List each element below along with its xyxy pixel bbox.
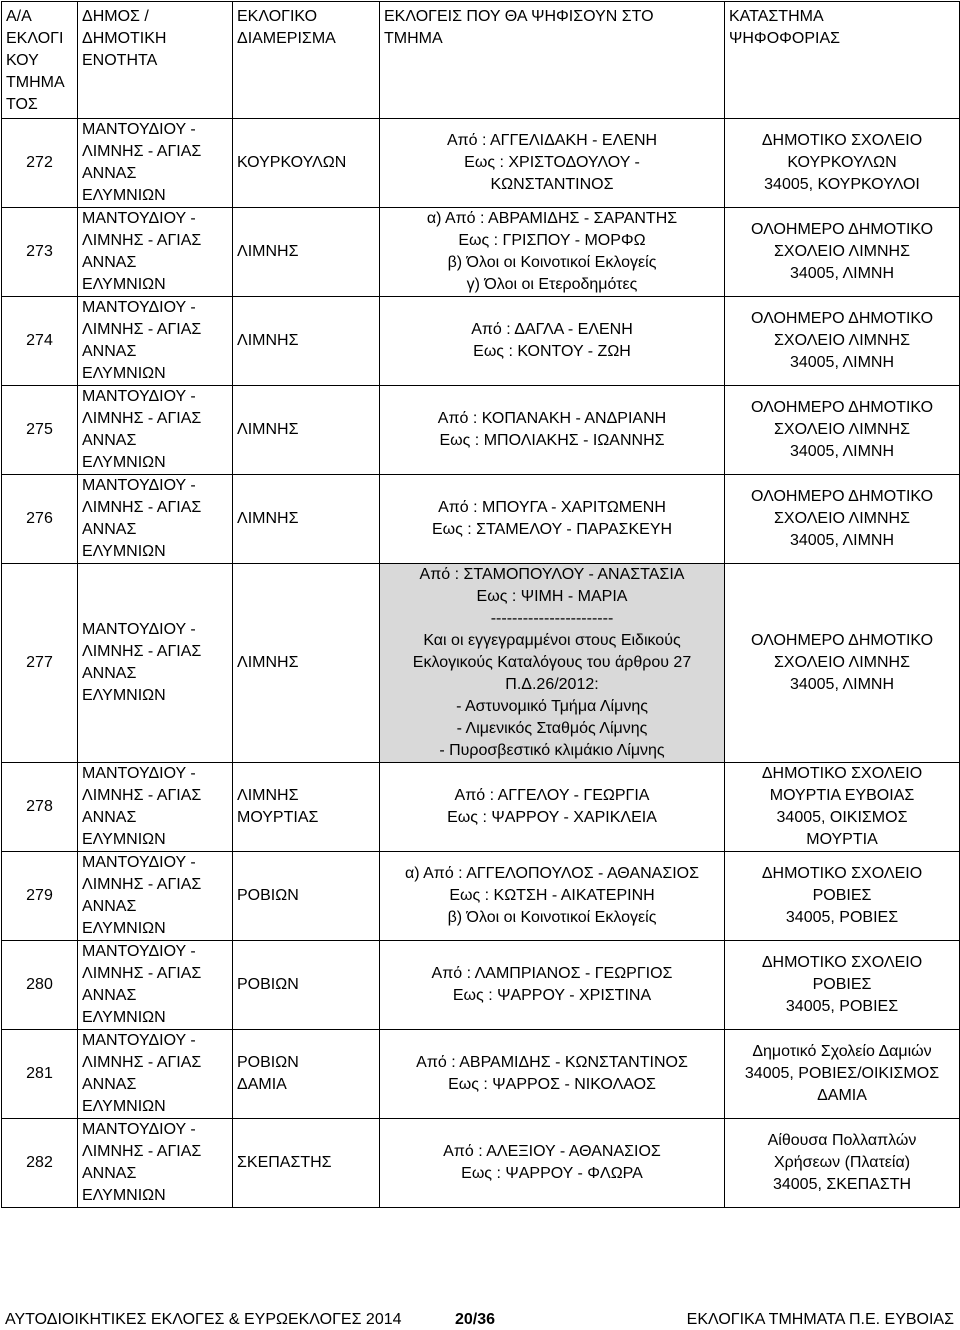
municipality-cell (78, 475, 233, 564)
table-row (2, 941, 960, 1030)
polling-place-cell-line: 34005, ΣΚΕΠΑΣΤΗ (772, 1176, 912, 1193)
voters-cell-line: - Αστυνομικό Τμήμα Λίμνης (456, 698, 648, 715)
voters-cell-line: Εως : ΚΩΤΣΗ - ΑΙΚΑΤΕΡΙΝΗ (449, 887, 655, 904)
voters-cell-line: Εως : ΨΙΜΗ - ΜΑΡΙΑ (476, 588, 628, 605)
district-cell (233, 941, 380, 1030)
municipality-cell-line: ΜΑΝΤΟΥΔΙΟΥ - (82, 388, 196, 405)
table-row (2, 852, 960, 941)
municipality-cell (78, 763, 233, 852)
header-polling-place: ΚΑΤΑΣΤΗΜΑ ΨΗΦΟΦΟΡΙΑΣ (725, 2, 960, 119)
district-cell (233, 475, 380, 564)
polling-place-cell-line: 34005, ΛΙΜΝΗ (789, 676, 895, 693)
voters-cell-line: Από : ΑΓΓΕΛΟΥ - ΓΕΩΡΓΙΑ (454, 787, 650, 804)
voters-cell-line: Από : ΑΓΓΕΛΙΔΑΚΗ - ΕΛΕΝΗ (446, 132, 658, 149)
polling-place-cell (725, 119, 960, 208)
municipality-cell-line: ΕΛΥΜΝΙΩΝ (82, 454, 166, 471)
polling-place-cell-line: 34005, ΡΟΒΙΕΣ (785, 909, 899, 926)
page-number: 20/36 (455, 1311, 496, 1328)
district-cell (233, 297, 380, 386)
municipality-cell-line: ΜΑΝΤΟΥΔΙΟΥ - (82, 477, 196, 494)
municipality-cell (78, 386, 233, 475)
polling-place-cell (725, 763, 960, 852)
municipality-cell-line: ΛΙΜΝΗΣ - ΑΓΙΑΣ (82, 787, 202, 804)
section-number: 282 (2, 1119, 78, 1208)
polling-place-cell-line: 34005, ΡΟΒΙΕΣ (785, 998, 899, 1015)
table-row (2, 297, 960, 386)
district-cell-line: ΛΙΜΝΗΣ (237, 510, 299, 527)
section-number: 274 (2, 297, 78, 386)
municipality-cell-line: ΜΑΝΤΟΥΔΙΟΥ - (82, 854, 196, 871)
municipality-cell-line: ΜΑΝΤΟΥΔΙΟΥ - (82, 621, 196, 638)
polling-place-cell-line: ΔΗΜΟΤΙΚΟ ΣΧΟΛΕΙΟ (761, 954, 923, 971)
municipality-cell-line: ΑΝΝΑΣ (82, 898, 137, 915)
footer-left-title: ΑΥΤΟΔΙΟΙΚΗΤΙΚΕΣ ΕΚΛΟΓΕΣ & ΕΥΡΩΕΚΛΟΓΕΣ 2014 (5, 1311, 402, 1328)
municipality-cell-line: ΜΑΝΤΟΥΔΙΟΥ - (82, 210, 196, 227)
municipality-cell-line: ΑΝΝΑΣ (82, 1076, 137, 1093)
district-cell-line: ΡΟΒΙΩΝ (237, 887, 299, 904)
header-voters: ΕΚΛΟΓΕΙΣ ΠΟΥ ΘΑ ΨΗΦΙΣΟΥΝ ΣΤΟ ΤΜΗΜΑ (380, 2, 725, 119)
voters-cell-line: Από : ΚΟΠΑΝΑΚΗ - ΑΝΔΡΙΑΝΗ (437, 410, 667, 427)
polling-place-cell-line: ΚΟΥΡΚΟΥΛΩΝ (787, 154, 897, 171)
polling-place-cell-line: 34005, ΚΟΥΡΚΟΥΛΟΙ (764, 176, 920, 193)
polling-place-cell (725, 941, 960, 1030)
voters-cell-line: Εως : ΜΠΟΛΙΑΚΗΣ - ΙΩΑΝΝΗΣ (439, 432, 665, 449)
municipality-cell-line: ΑΝΝΑΣ (82, 1165, 137, 1182)
municipality-cell (78, 119, 233, 208)
municipality-cell-line: ΑΝΝΑΣ (82, 809, 137, 826)
municipality-cell-line: ΛΙΜΝΗΣ - ΑΓΙΑΣ (82, 143, 202, 160)
polling-place-cell-line: ΔΗΜΟΤΙΚΟ ΣΧΟΛΕΙΟ (761, 865, 923, 882)
municipality-cell-line: ΜΑΝΤΟΥΔΙΟΥ - (82, 299, 196, 316)
district-cell-line: ΜΟΥΡΤΙΑΣ (237, 809, 319, 826)
polling-place-cell-line: ΟΛΟΗΜΕΡΟ ΔΗΜΟΤΙΚΟ (750, 310, 934, 327)
section-number: 281 (2, 1030, 78, 1119)
polling-place-cell-line: Αίθουσα Πολλαπλών (767, 1132, 917, 1149)
section-number: 280 (2, 941, 78, 1030)
section-number: 275 (2, 386, 78, 475)
voters-cell-line: ΚΩΝΣΤΑΝΤΙΝΟΣ (490, 176, 614, 193)
municipality-cell-line: ΕΛΥΜΝΙΩΝ (82, 543, 166, 560)
polling-place-cell-line: Χρήσεων (Πλατεία) (773, 1154, 911, 1171)
municipality-cell-line: ΛΙΜΝΗΣ - ΑΓΙΑΣ (82, 1143, 202, 1160)
voters-cell-line: - Λιμενικός Σταθμός Λίμνης (456, 720, 648, 737)
voters-cell-line: ----------------------- (490, 610, 614, 627)
voters-cell-line: β) Όλοι οι Κοινοτικοί Εκλογείς (447, 254, 657, 271)
municipality-cell (78, 941, 233, 1030)
polling-place-cell-line: Δημοτικό Σχολείο Δαμιών (752, 1043, 932, 1060)
voters-cell (380, 941, 725, 1030)
municipality-cell-line: ΑΝΝΑΣ (82, 987, 137, 1004)
polling-place-cell-line: 34005, ΛΙΜΝΗ (789, 265, 895, 282)
district-cell (233, 1119, 380, 1208)
voters-cell (380, 1030, 725, 1119)
district-cell (233, 852, 380, 941)
polling-place-cell (725, 208, 960, 297)
municipality-cell-line: ΜΑΝΤΟΥΔΙΟΥ - (82, 943, 196, 960)
polling-place-cell-line: ΔΗΜΟΤΙΚΟ ΣΧΟΛΕΙΟ (761, 132, 923, 149)
voters-cell-line: Εως : ΚΟΝΤΟΥ - ΖΩΗ (473, 343, 631, 360)
page-footer (0, 1310, 960, 1330)
polling-place-cell (725, 564, 960, 763)
table-row (2, 386, 960, 475)
municipality-cell (78, 1119, 233, 1208)
district-cell-line: ΛΙΜΝΗΣ (237, 421, 299, 438)
polling-place-cell-line: ΣΧΟΛΕΙΟ ΛΙΜΝΗΣ (774, 421, 910, 438)
voters-cell-line: Από : ΣΤΑΜΟΠΟΥΛΟΥ - ΑΝΑΣΤΑΣΙΑ (419, 566, 685, 583)
voters-cell-line: Από : ΜΠΟΥΓΑ - ΧΑΡΙΤΩΜΕΝΗ (438, 499, 666, 516)
header-municipality: ΔΗΜΟΣ / ΔΗΜΟΤΙΚΗ ΕΝΟΤΗΤΑ (78, 2, 233, 119)
municipality-cell-line: ΛΙΜΝΗΣ - ΑΓΙΑΣ (82, 499, 202, 516)
voters-cell-line: Από : ΑΛΕΞΙΟΥ - ΑΘΑΝΑΣΙΟΣ (443, 1143, 661, 1160)
voters-cell-line: Εως : ΧΡΙΣΤΟΔΟΥΛΟΥ - (464, 154, 640, 171)
district-cell-line: ΔΑΜΙΑ (237, 1076, 287, 1093)
voters-cell (380, 1119, 725, 1208)
municipality-cell-line: ΛΙΜΝΗΣ - ΑΓΙΑΣ (82, 876, 202, 893)
polling-place-cell (725, 475, 960, 564)
voters-cell (380, 119, 725, 208)
voters-cell (380, 852, 725, 941)
polling-place-cell-line: ΟΛΟΗΜΕΡΟ ΔΗΜΟΤΙΚΟ (750, 488, 934, 505)
municipality-cell-line: ΕΛΥΜΝΙΩΝ (82, 1009, 166, 1026)
municipality-cell-line: ΛΙΜΝΗΣ - ΑΓΙΑΣ (82, 410, 202, 427)
municipality-cell-line: ΕΛΥΜΝΙΩΝ (82, 365, 166, 382)
table-body (2, 119, 960, 1208)
polling-place-cell-line: ΟΛΟΗΜΕΡΟ ΔΗΜΟΤΙΚΟ (750, 632, 934, 649)
voters-cell (380, 763, 725, 852)
municipality-cell-line: ΕΛΥΜΝΙΩΝ (82, 1187, 166, 1204)
municipality-cell-line: ΕΛΥΜΝΙΩΝ (82, 831, 166, 848)
polling-place-cell-line: ΟΛΟΗΜΕΡΟ ΔΗΜΟΤΙΚΟ (750, 399, 934, 416)
district-cell (233, 208, 380, 297)
voters-cell-line: α) Από : ΑΓΓΕΛΟΠΟΥΛΟΣ - ΑΘΑΝΑΣΙΟΣ (404, 865, 700, 882)
voters-cell-line: γ) Όλοι οι Ετεροδημότες (466, 276, 638, 293)
municipality-cell-line: ΜΑΝΤΟΥΔΙΟΥ - (82, 1032, 196, 1049)
section-number: 276 (2, 475, 78, 564)
voters-cell-line: Εως : ΓΡΙΣΠΟΥ - ΜΟΡΦΩ (458, 232, 646, 249)
district-cell (233, 386, 380, 475)
table-header-row (2, 2, 960, 119)
municipality-cell-line: ΜΑΝΤΟΥΔΙΟΥ - (82, 1121, 196, 1138)
voters-cell-line: Εως : ΨΑΡΡΟΥ - ΦΛΩΡΑ (461, 1165, 643, 1182)
table-row (2, 1030, 960, 1119)
table-row (2, 119, 960, 208)
voters-cell-line: Από : ΛΑΜΠΡΙΑΝΟΣ - ΓΕΩΡΓΙΟΣ (431, 965, 673, 982)
section-number: 278 (2, 763, 78, 852)
section-number: 273 (2, 208, 78, 297)
polling-place-cell-line: ΣΧΟΛΕΙΟ ΛΙΜΝΗΣ (774, 654, 910, 671)
municipality-cell (78, 208, 233, 297)
polling-place-cell-line: 34005, ΡΟΒΙΕΣ/ΟΙΚΙΣΜΟΣ (744, 1065, 940, 1082)
district-cell-line: ΡΟΒΙΩΝ (237, 1054, 299, 1071)
municipality-cell-line: ΛΙΜΝΗΣ - ΑΓΙΑΣ (82, 321, 202, 338)
polling-place-cell-line: ΡΟΒΙΕΣ (812, 887, 872, 904)
table-row (2, 208, 960, 297)
district-cell-line: ΛΙΜΝΗΣ (237, 243, 299, 260)
polling-place-cell (725, 297, 960, 386)
municipality-cell (78, 852, 233, 941)
polling-place-cell (725, 1119, 960, 1208)
voters-cell-line: Εως : ΣΤΑΜΕΛΟΥ - ΠΑΡΑΣΚΕΥΗ (431, 521, 673, 538)
municipality-cell (78, 1030, 233, 1119)
polling-place-cell-line: 34005, ΛΙΜΝΗ (789, 532, 895, 549)
municipality-cell-line: ΛΙΜΝΗΣ - ΑΓΙΑΣ (82, 232, 202, 249)
municipality-cell-line: ΛΙΜΝΗΣ - ΑΓΙΑΣ (82, 965, 202, 982)
voters-cell-line: - Πυροσβεστικό κλιμάκιο Λίμνης (439, 742, 665, 759)
voters-cell-line: Από : ΑΒΡΑΜΙΔΗΣ - ΚΩΝΣΤΑΝΤΙΝΟΣ (416, 1054, 688, 1071)
municipality-cell-line: ΑΝΝΑΣ (82, 165, 137, 182)
header-electoral-district: ΕΚΛΟΓΙΚΟ ΔΙΑΜΕΡΙΣΜΑ (233, 2, 380, 119)
municipality-cell-line: ΕΛΥΜΝΙΩΝ (82, 1098, 166, 1115)
polling-place-cell-line: 34005, ΛΙΜΝΗ (789, 443, 895, 460)
municipality-cell-line: ΜΑΝΤΟΥΔΙΟΥ - (82, 765, 196, 782)
voters-cell-line: Εως : ΨΑΡΡΟΥ - ΧΡΙΣΤΙΝΑ (452, 987, 652, 1004)
voters-cell (380, 297, 725, 386)
polling-place-cell (725, 852, 960, 941)
section-number: 277 (2, 564, 78, 763)
voters-cell-line: Εως : ΨΑΡΡΟΣ - ΝΙΚΟΛΑΟΣ (448, 1076, 656, 1093)
voters-cell-line: α) Από : ΑΒΡΑΜΙΔΗΣ - ΣΑΡΑΝΤΗΣ (426, 210, 678, 227)
voters-cell-line: Εκλογικούς Καταλόγους του άρθρου 27 (412, 654, 692, 671)
table-row (2, 763, 960, 852)
district-cell-line: ΛΙΜΝΗΣ (237, 332, 299, 349)
district-cell-line: ΣΚΕΠΑΣΤΗΣ (237, 1154, 332, 1171)
polling-place-cell-line: ΔΗΜΟΤΙΚΟ ΣΧΟΛΕΙΟ (761, 765, 923, 782)
polling-place-cell (725, 1030, 960, 1119)
polling-place-cell-line: ΜΟΥΡΤΙΑ (806, 831, 878, 848)
municipality-cell-line: ΑΝΝΑΣ (82, 521, 137, 538)
polling-place-cell-line: ΔΑΜΙΑ (817, 1087, 867, 1104)
header-section-number: Α/Α ΕΚΛΟΓΙ ΚΟΥ ΤΜΗΜΑ ΤΟΣ (2, 2, 78, 119)
voters-cell-line: Εως : ΨΑΡΡΟΥ - ΧΑΡΙΚΛΕΙΑ (447, 809, 657, 826)
district-cell-line: ΛΙΜΝΗΣ (237, 654, 299, 671)
municipality-cell-line: ΜΑΝΤΟΥΔΙΟΥ - (82, 121, 196, 138)
municipality-cell-line: ΛΙΜΝΗΣ - ΑΓΙΑΣ (82, 643, 202, 660)
voters-cell-line: Και οι εγγεγραμμένοι στους Ειδικούς (423, 632, 681, 649)
table-row (2, 1119, 960, 1208)
municipality-cell-line: ΕΛΥΜΝΙΩΝ (82, 276, 166, 293)
voters-cell-line: Από : ΔΑΓΛΑ - ΕΛΕΝΗ (471, 321, 633, 338)
voters-cell-line: Π.Δ.26/2012: (505, 676, 599, 693)
district-cell (233, 1030, 380, 1119)
district-cell-line: ΡΟΒΙΩΝ (237, 976, 299, 993)
polling-stations-table (1, 1, 960, 1208)
municipality-cell-line: ΑΝΝΑΣ (82, 254, 137, 271)
voters-cell (380, 208, 725, 297)
municipality-cell-line: ΛΙΜΝΗΣ - ΑΓΙΑΣ (82, 1054, 202, 1071)
municipality-cell-line: ΕΛΥΜΝΙΩΝ (82, 920, 166, 937)
district-cell (233, 564, 380, 763)
municipality-cell (78, 297, 233, 386)
municipality-cell-line: ΑΝΝΑΣ (82, 343, 137, 360)
polling-place-cell-line: ΜΟΥΡΤΙΑ ΕΥΒΟΙΑΣ (769, 787, 915, 804)
polling-place-cell-line: ΟΛΟΗΜΕΡΟ ΔΗΜΟΤΙΚΟ (750, 221, 934, 238)
municipality-cell-line: ΕΛΥΜΝΙΩΝ (82, 187, 166, 204)
table-row (2, 475, 960, 564)
voters-cell (380, 475, 725, 564)
district-cell (233, 119, 380, 208)
municipality-cell-line: ΕΛΥΜΝΙΩΝ (82, 687, 166, 704)
voters-cell-line: β) Όλοι οι Κοινοτικοί Εκλογείς (447, 909, 657, 926)
polling-place-cell-line: ΡΟΒΙΕΣ (812, 976, 872, 993)
district-cell-line: ΚΟΥΡΚΟΥΛΩΝ (237, 154, 347, 171)
section-number: 272 (2, 119, 78, 208)
district-cell (233, 763, 380, 852)
section-number: 279 (2, 852, 78, 941)
polling-place-cell-line: 34005, ΛΙΜΝΗ (789, 354, 895, 371)
district-cell-line: ΛΙΜΝΗΣ (237, 787, 299, 804)
municipality-cell-line: ΑΝΝΑΣ (82, 665, 137, 682)
municipality-cell-line: ΑΝΝΑΣ (82, 432, 137, 449)
footer-right-title: ΕΚΛΟΓΙΚΑ ΤΜΗΜΑΤΑ Π.Ε. ΕΥΒΟΙΑΣ (686, 1311, 954, 1328)
polling-place-cell-line: ΣΧΟΛΕΙΟ ΛΙΜΝΗΣ (774, 332, 910, 349)
table-row (2, 564, 960, 763)
voters-cell (380, 386, 725, 475)
municipality-cell (78, 564, 233, 763)
polling-place-cell (725, 386, 960, 475)
polling-place-cell-line: ΣΧΟΛΕΙΟ ΛΙΜΝΗΣ (774, 510, 910, 527)
polling-place-cell-line: ΣΧΟΛΕΙΟ ΛΙΜΝΗΣ (774, 243, 910, 260)
polling-place-cell-line: 34005, ΟΙΚΙΣΜΟΣ (776, 809, 908, 826)
voters-cell (380, 564, 725, 763)
